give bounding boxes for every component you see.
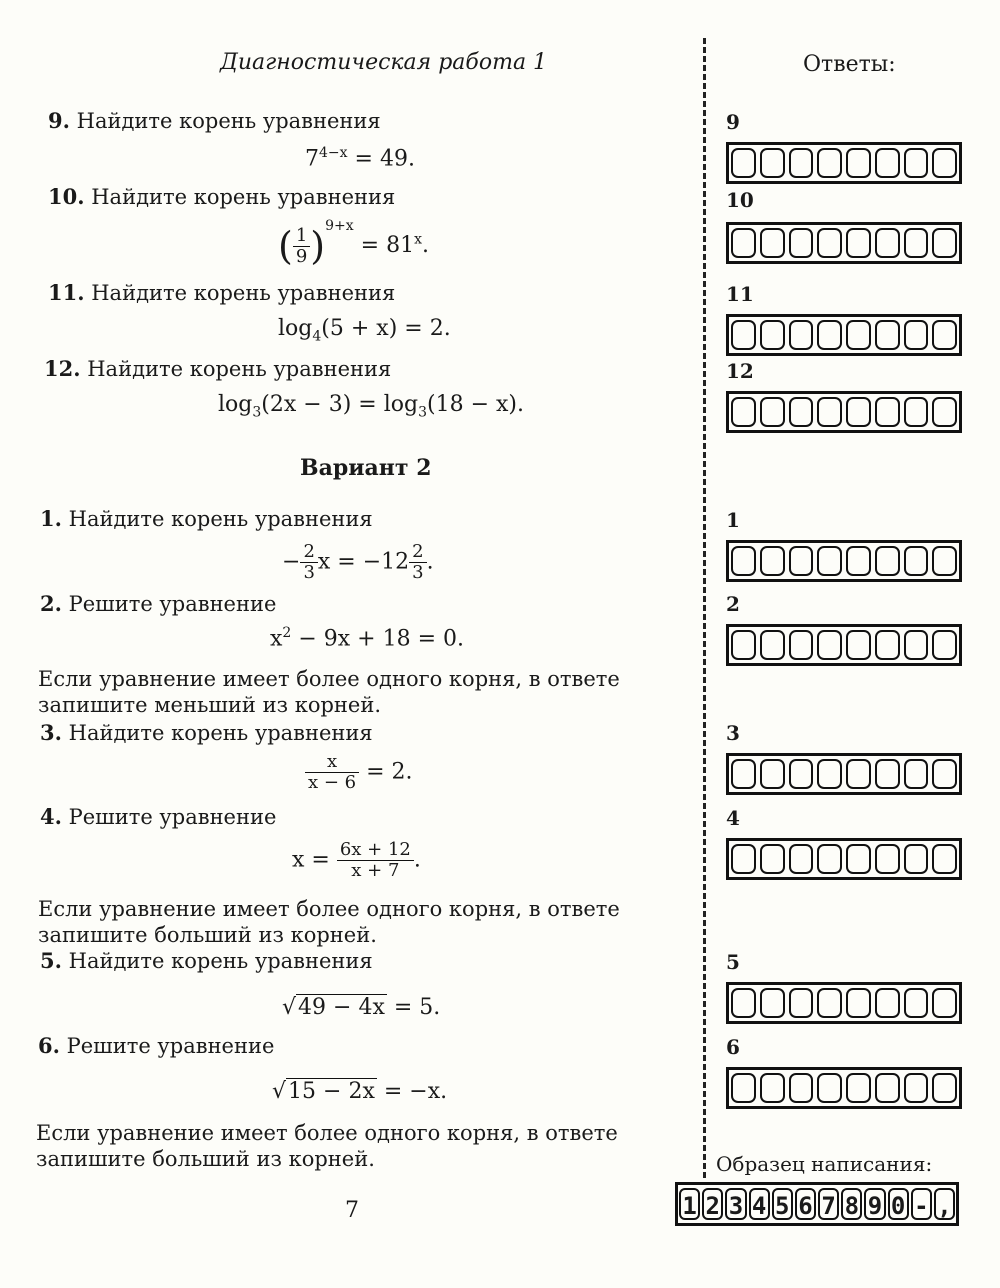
sample-glyph: 7: [818, 1188, 839, 1220]
task-v6-note: Если уравнение имеет более одного корня, в ответе запишите больший из корней.: [36, 1121, 618, 1171]
answer-label-12: 12: [726, 359, 754, 383]
sample-label: Образец написания:: [716, 1152, 933, 1176]
answer-label-9: 9: [726, 110, 740, 134]
answer-field-9[interactable]: [726, 142, 962, 184]
answer-field-12[interactable]: [726, 391, 962, 433]
variant-title: Вариант 2: [300, 455, 432, 481]
formula-12: $\log_3(2x - 3) = \log_3(18 - x)$.: [218, 392, 524, 421]
sample-glyph: 1: [679, 1188, 700, 1220]
sample-glyph: 3: [725, 1188, 746, 1220]
answer-label-5: 5: [726, 950, 740, 974]
answers-title: Ответы:: [803, 52, 896, 77]
answer-field-10[interactable]: [726, 222, 962, 264]
answer-field-6[interactable]: [726, 1067, 962, 1109]
sample-digits: [675, 1182, 959, 1226]
answer-label-10: 10: [726, 188, 754, 212]
page-header-title: Диагностическая работа 1: [220, 50, 548, 75]
formula-v3: $\frac{x}{x - 6}$ = 2.: [305, 752, 413, 793]
formula-v4: x = $\frac{6x + 12}{x + 7}$ .: [292, 839, 421, 881]
answer-field-3[interactable]: [726, 753, 962, 795]
answer-field-4[interactable]: [726, 838, 962, 880]
formula-v5: √49 − 4x = 5.: [282, 995, 441, 1020]
task-9: [48, 108, 381, 133]
answer-label-3: 3: [726, 721, 740, 745]
formula-v6: √15 − 2x = −x.: [272, 1079, 448, 1104]
page-number: 7: [345, 1198, 359, 1223]
answer-label-6: 6: [726, 1035, 740, 1059]
answer-field-5[interactable]: [726, 982, 962, 1024]
sample-glyph: 5: [772, 1188, 793, 1220]
sample-glyph: -: [911, 1188, 932, 1220]
task-v1: 1. Найдите корень уравнения: [40, 506, 373, 531]
formula-9: $7^{4-x} = 49$.: [305, 145, 415, 172]
task-v3: 3. Найдите корень уравнения: [40, 720, 373, 745]
sample-glyph: 0: [888, 1188, 909, 1220]
task-12: 12. Найдите корень уравнения: [44, 356, 392, 381]
answer-label-4: 4: [726, 806, 740, 830]
formula-11: $\log_4(5 + x) = 2$.: [278, 316, 451, 345]
sample-glyph: ,: [934, 1188, 955, 1220]
sample-glyph: 9: [864, 1188, 885, 1220]
formula-v1: − $\frac{2}{3}$ x = −12 $\frac{2}{3}$ .: [282, 541, 434, 583]
formula-10: ( $\frac{1}{9}$ )$^{9+x} = 81^x$.: [278, 218, 429, 268]
answer-label-1: 1: [726, 508, 740, 532]
answer-field-11[interactable]: [726, 314, 962, 356]
task-10: 10. Найдите корень уравнения: [48, 184, 396, 209]
task-text: Найдите корень уравнения: [76, 109, 381, 133]
sample-glyph: 4: [749, 1188, 770, 1220]
task-11: 11. Найдите корень уравнения: [48, 280, 396, 305]
dashed-divider: [703, 38, 706, 1178]
task-v2-note: Если уравнение имеет более одного корня, в ответе запишите меньший из корней.: [38, 667, 620, 717]
answer-label-2: 2: [726, 592, 740, 616]
sample-glyph: 6: [795, 1188, 816, 1220]
answer-field-2[interactable]: [726, 624, 962, 666]
task-v4-note: Если уравнение имеет более одного корня, в ответе запишите больший из корней.: [38, 897, 620, 947]
answer-label-11: 11: [726, 282, 754, 306]
sample-glyph: 2: [702, 1188, 723, 1220]
task-number: 9.: [48, 108, 70, 133]
task-v4: 4. Решите уравнение: [40, 804, 277, 829]
task-v2: 2. Решите уравнение: [40, 591, 277, 616]
task-v6: 6. Решите уравнение: [38, 1033, 275, 1058]
formula-v2: $x^2 - 9x + 18 = 0$.: [270, 625, 464, 652]
task-v5: 5. Найдите корень уравнения: [40, 948, 373, 973]
answer-field-1[interactable]: [726, 540, 962, 582]
sample-glyph: 8: [841, 1188, 862, 1220]
